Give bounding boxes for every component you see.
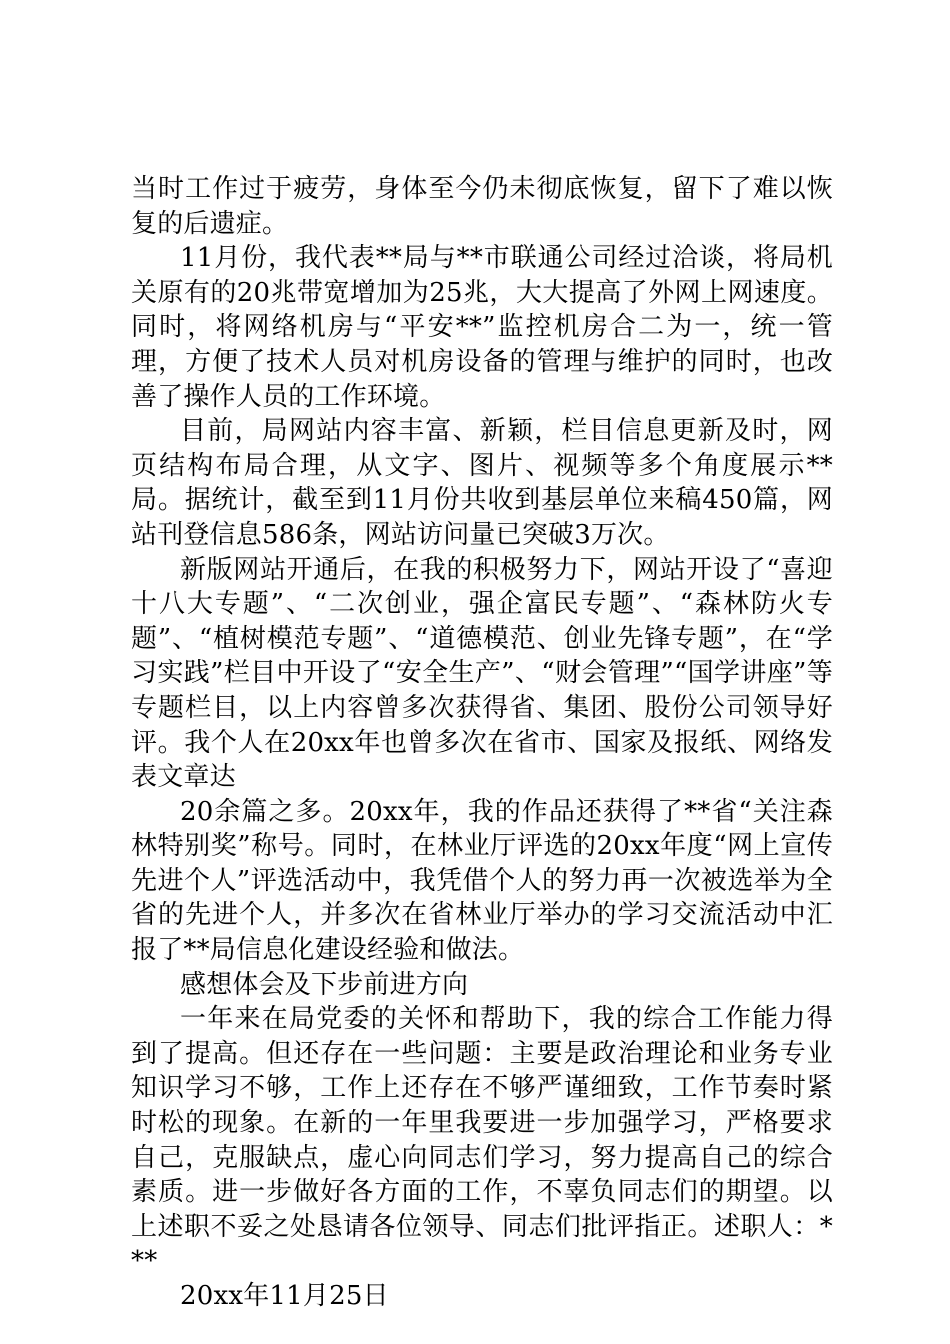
paragraph-continuation: 当时工作过于疲劳，身体至今仍未彻底恢复，留下了难以恢复的后遗症。 — [131, 174, 833, 239]
date-line: 20xx年11月25日 — [180, 1281, 389, 1311]
section-heading: 感想体会及下步前进方向 — [180, 969, 469, 1000]
paragraph-bandwidth: 11月份，我代表**局与**市联通公司经过洽谈，将局机关原有的20兆带宽增加为25兆，大大提高了外网上网速度。同时，将网络机房与“平安**”监控机房合二为一，统一管理，方便了技术人员对机房设备的管理与维护的同时，也改善了操作人员的工作环境。 — [131, 243, 833, 412]
paragraph-awards: 20余篇之多。20xx年，我的作品还获得了**省“关注森林特别奖”称号。同时，在林业厅评选的20xx年度“网上宣传先进个人”评选活动中，我凭借个人的努力再一次被选举为全省的先进个人，并多次在省林业厅举办的学习交流活动中汇报了**局信息化建设经验和做法。 — [131, 796, 833, 966]
document-body — [131, 172, 833, 1314]
paragraph-special-topics: 新版网站开通后，在我的积极努力下，网站开设了“喜迎十八大专题”、“二次创业，强企富民专题”、“森林防火专题”、“植树模范专题”、“道德模范、创业先锋专题”，在“学习实践”栏目中开设了“安全生产”、“财会管理”“国学讲座”等专题栏目，以上内容曾多次获得省、集团、股份公司领导好评。我个人在20xx年也曾多次在省市、国家及报纸、网络发表文章达 — [131, 554, 833, 793]
paragraph-website-status: 目前，局网站内容丰富、新颖，栏目信息更新及时，网页结构布局合理，从文字、图片、视频等多个角度展示**局。据统计，截至到11月份共收到基层单位来稿450篇，网站刊登信息586条，网站访问量已突破3万次。 — [131, 416, 833, 550]
paragraph-reflection: 一年来在局党委的关怀和帮助下，我的综合工作能力得到了提高。但还存在一些问题：主要是政治理论和业务专业知识学习不够，工作上还存在不够严谨细致，工作节奏时紧时松的现象。在新的一年里我要进一步加强学习，严格要求自己，克服缺点，虚心向同志们学习，努力提高自己的综合素质。进一步做好各方面的工作，不辜负同志们的期望。以上述职不妥之处恳请各位领导、同志们批评指正。述职人：*** — [131, 1004, 833, 1277]
